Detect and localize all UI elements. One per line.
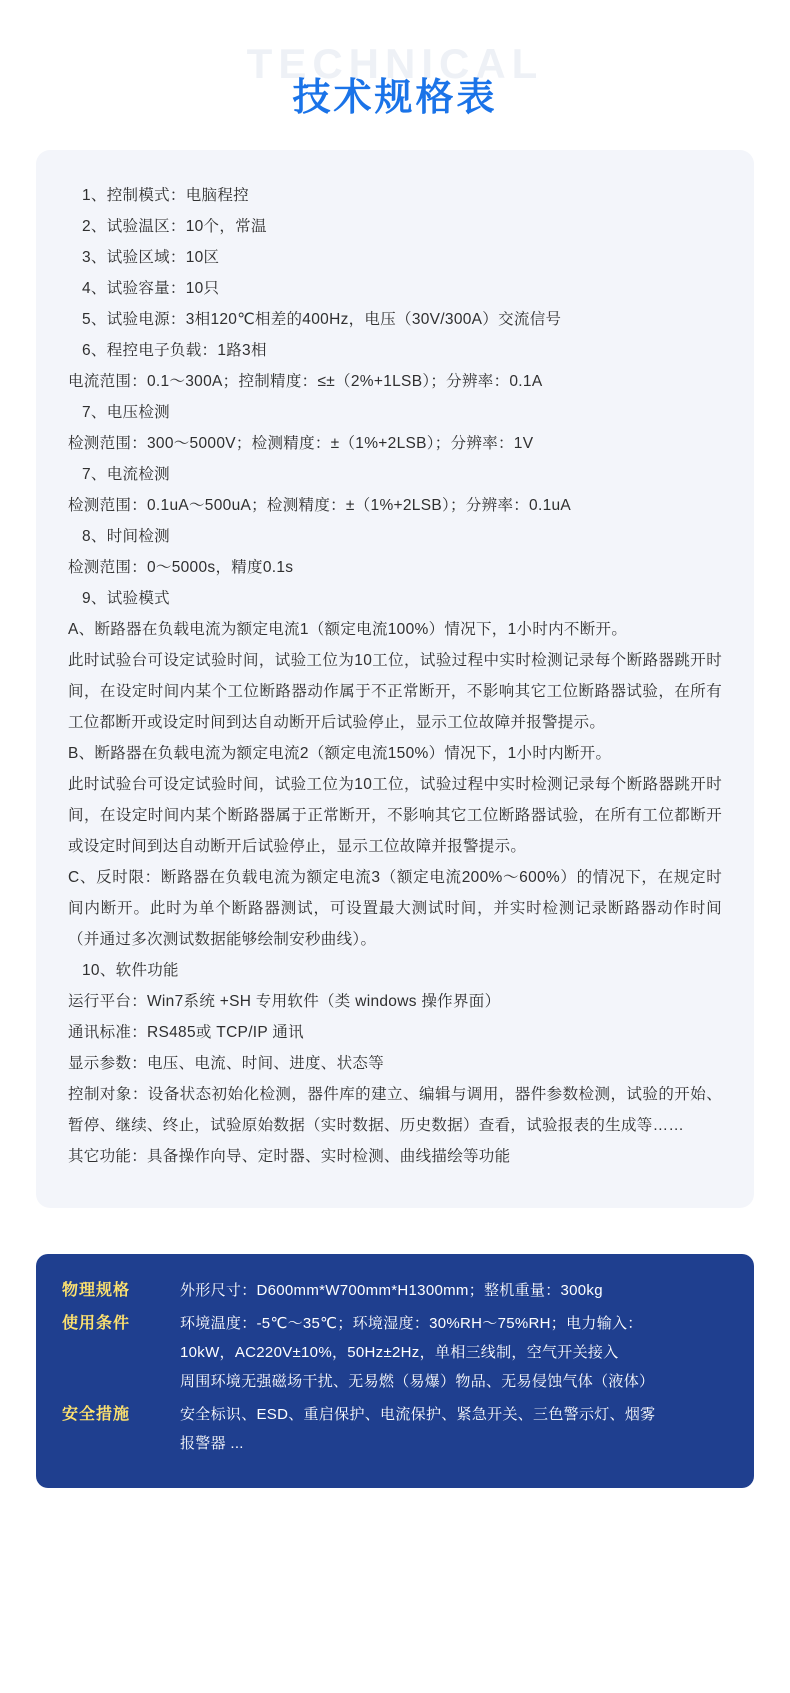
spec-line: 7、电流检测 [82,466,170,483]
summary-value-line: 周围环境无强磁场干扰、无易燃（易爆）物品、无易侵蚀气体（液体） [180,1373,655,1390]
summary-value-line: 安全标识、ESD、重启保护、电流保护、紧急开关、三色警示灯、烟雾 [180,1406,656,1423]
summary-value-line: 外形尺寸：D600mm*W700mm*H1300mm；整机重量：300kg [180,1282,603,1299]
summary-label: 物理规格 [62,1282,131,1299]
spec-line: 此时试验台可设定试验时间，试验工位为10工位，试验过程中实时检测记录每个断路器跳开时间，在设定时间内某个断路器属于正常断开，不影响其它工位断路器试验，在所有工位都断开或设定时间到达自动断开后试验停止，显示工位故障并报警提示。 [68,776,722,855]
spec-line: 检测范围：300～5000V；检测精度：±（1%+2LSB）；分辨率：1V [68,435,534,452]
spec-line: 6、程控电子负载：1路3相 [82,342,267,359]
summary-value [180,1309,728,1396]
spec-line: 1、控制模式：电脑程控 [82,187,249,204]
summary-value [180,1276,728,1305]
spec-line: 3、试验区域：10区 [82,249,220,266]
spec-line: 此时试验台可设定试验时间，试验工位为10工位，试验过程中实时检测记录每个断路器跳开时间，在设定时间内某个工位断路器动作属于不正常断开，不影响其它工位断路器试验，在所有工位都断开或设定时间到达自动断开后试验停止，显示工位故障并报警提示。 [68,652,722,731]
spec-line: 通讯标准：RS485或 TCP/IP 通讯 [68,1024,304,1041]
spec-line: 检测范围：0～5000s，精度0.1s [68,559,294,576]
summary-row-conditions [62,1309,728,1396]
summary-label: 安全措施 [62,1406,131,1423]
page-header [0,0,790,150]
spec-line: 运行平台：Win7系统 +SH 专用软件（类 windows 操作界面） [68,993,501,1010]
summary-label: 使用条件 [62,1315,131,1332]
spec-line: 9、试验模式 [82,590,170,607]
summary-value-line: 10kW，AC220V±10%，50Hz±2Hz，单相三线制，空气开关接入 [180,1344,619,1361]
spec-line: 电流范围：0.1～300A；控制精度：≤±（2%+1LSB）；分辨率：0.1A [68,373,543,390]
summary-value [180,1400,728,1458]
summary-value-line: 报警器 ... [180,1435,244,1452]
spec-line: 8、时间检测 [82,528,170,545]
page-title: 技术规格表 [292,77,498,119]
summary-row-physical [62,1276,728,1305]
spec-line: A、断路器在负载电流为额定电流1（额定电流100%）情况下，1小时内不断开。 [68,621,628,638]
spec-line: 5、试验电源：3相120℃相差的400Hz，电压（30V/300A）交流信号 [82,311,562,328]
spec-line: 10、软件功能 [82,962,179,979]
spec-line: 2、试验温区：10个，常温 [82,218,267,235]
spec-line: 7、电压检测 [82,404,170,421]
watermark-text: TECHNICAL [246,40,544,87]
summary-panel [36,1254,754,1488]
specification-card [36,150,754,1208]
spec-line: 检测范围：0.1uA～500uA；检测精度：±（1%+2LSB）；分辨率：0.1uA [68,497,572,514]
spec-line: C、反时限：断路器在负载电流为额定电流3（额定电流200%～600%）的情况下，在规定时间内断开。此时为单个断路器测试，可设置最大测试时间，并实时检测记录断路器动作时间（并通过多次测试数据能够绘制安秒曲线）。 [68,869,722,948]
spec-line: 其它功能：具备操作向导、定时器、实时检测、曲线描绘等功能 [68,1148,511,1165]
spec-line: 控制对象：设备状态初始化检测，器件库的建立、编辑与调用，器件参数检测，试验的开始、暂停、继续、终止，试验原始数据（实时数据、历史数据）查看，试验报表的生成等…… [68,1086,722,1134]
spec-line: B、断路器在负载电流为额定电流2（额定电流150%）情况下，1小时内断开。 [68,745,612,762]
summary-row-safety [62,1400,728,1458]
spec-line: 显示参数：电压、电流、时间、进度、状态等 [68,1055,385,1072]
summary-value-line: 环境温度：-5℃～35℃；环境湿度：30%RH～75%RH；电力输入： [180,1315,643,1332]
spec-line: 4、试验容量：10只 [82,280,220,297]
